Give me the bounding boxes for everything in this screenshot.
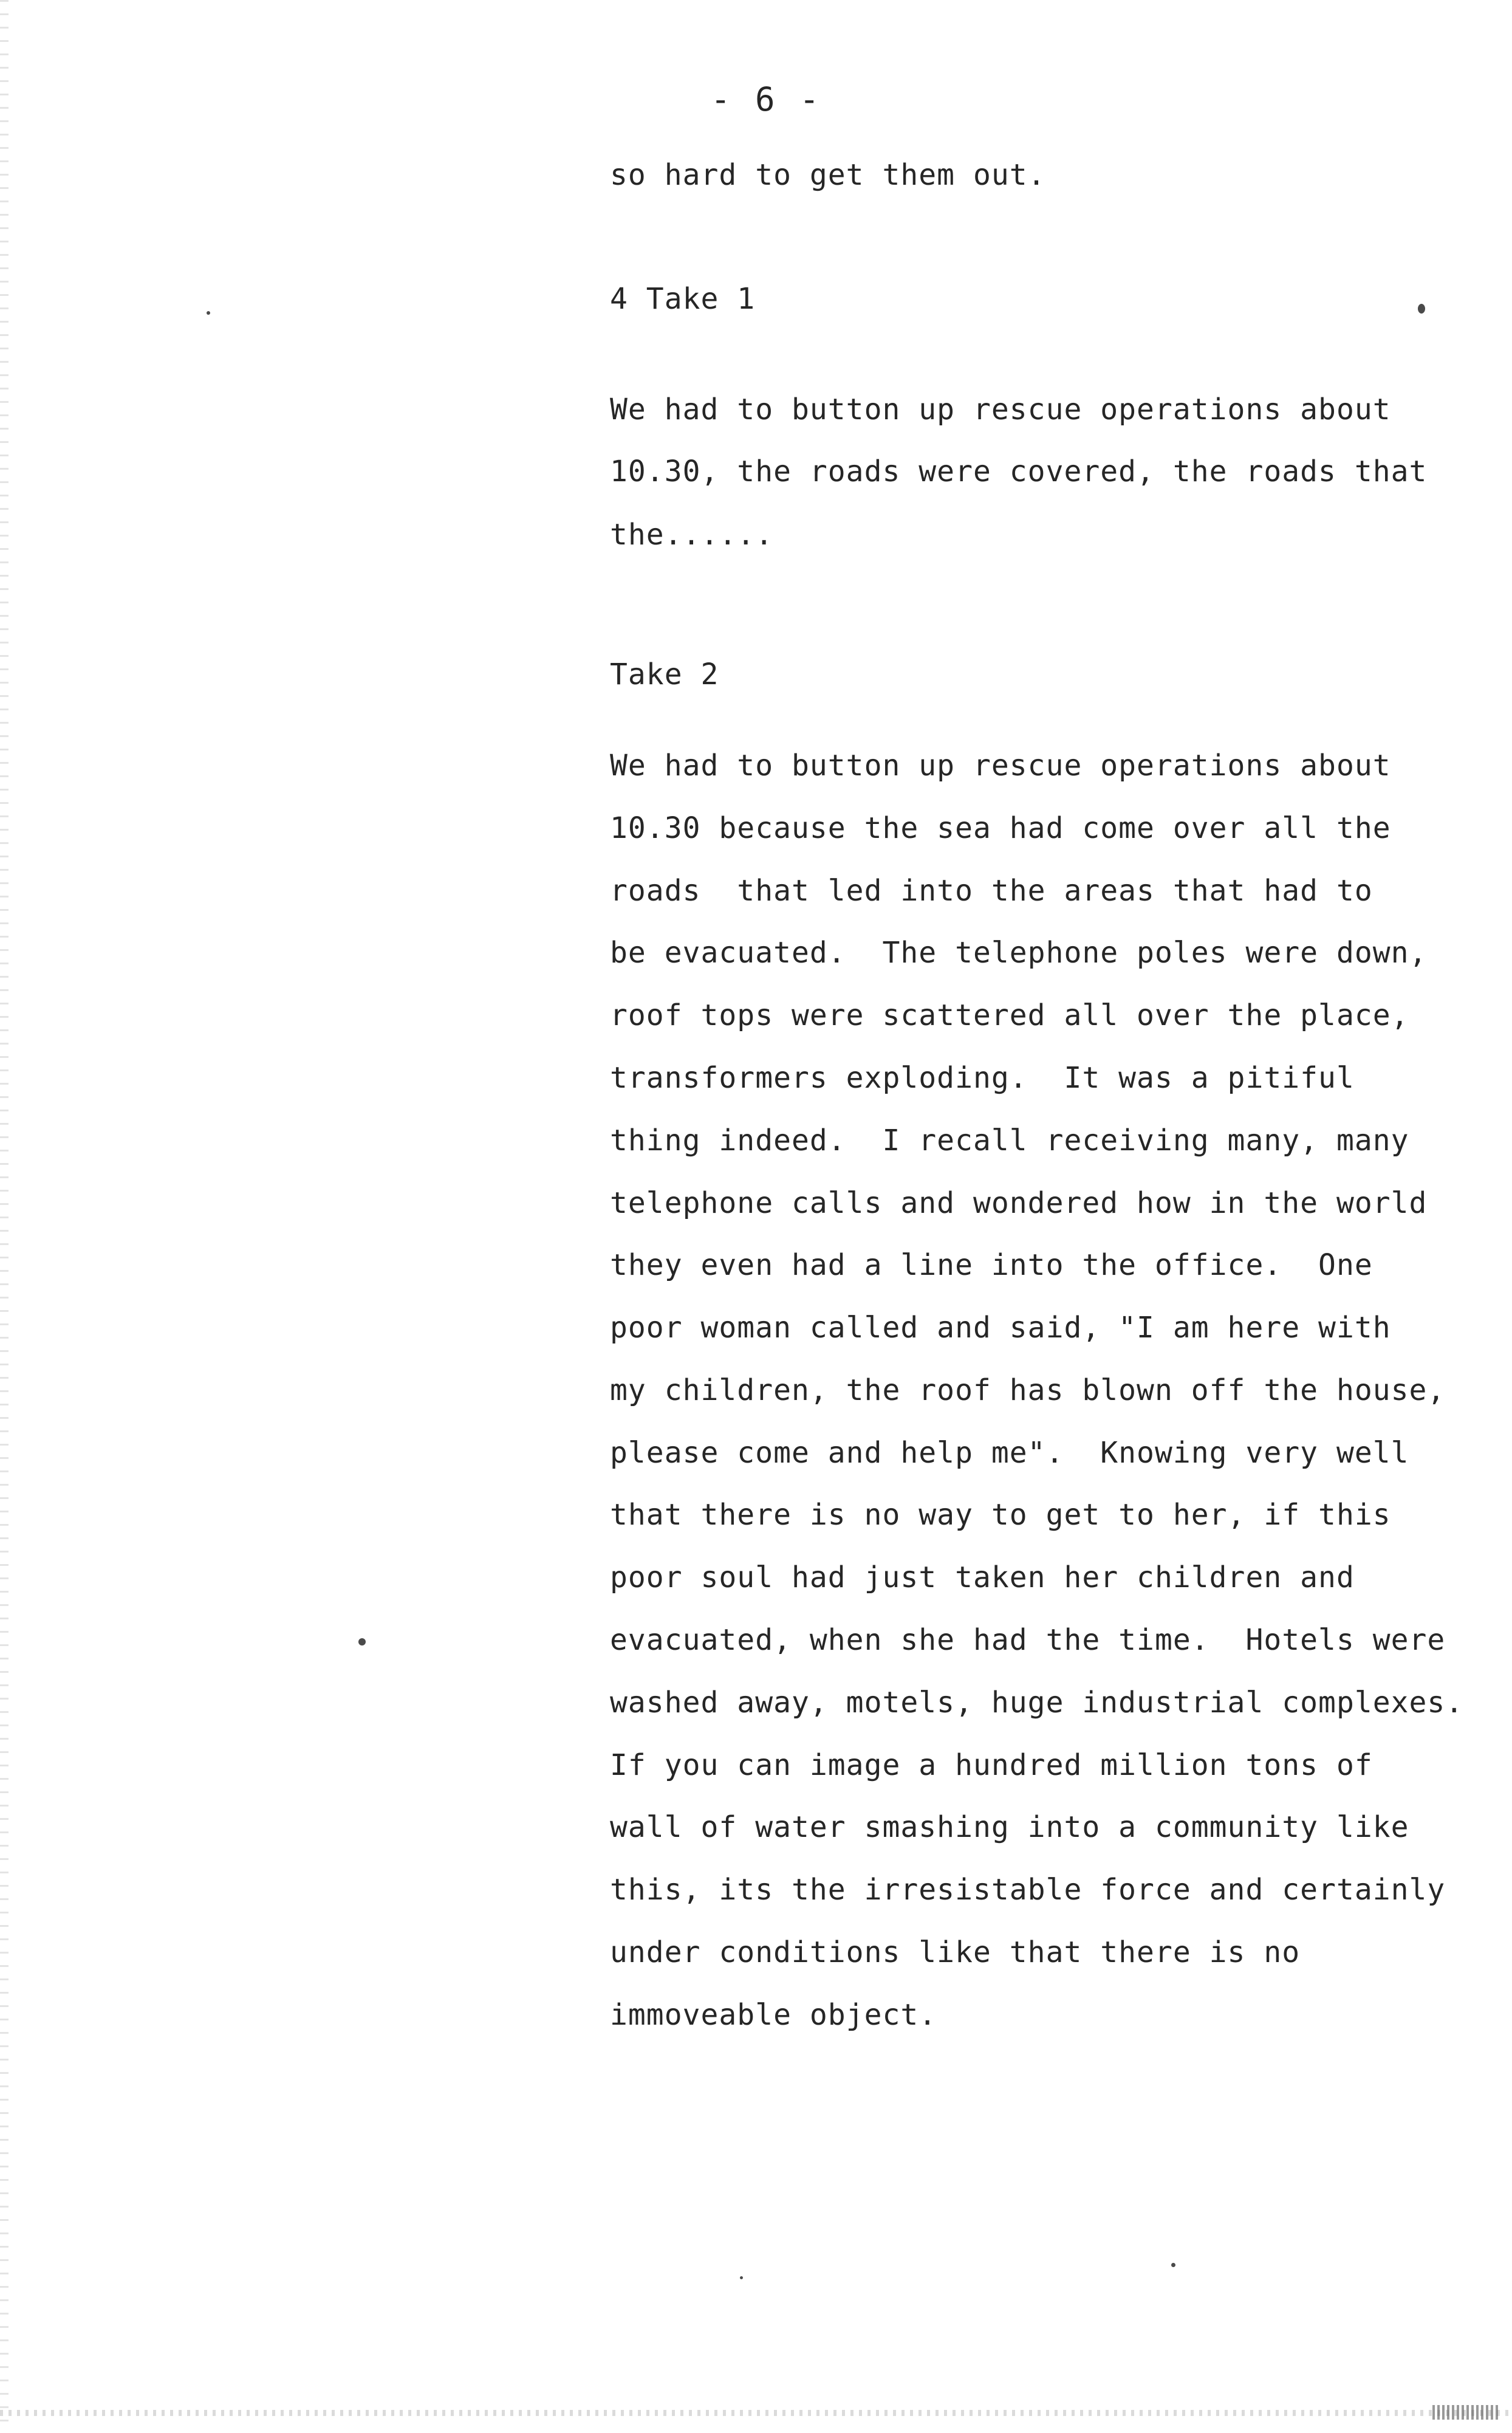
page-number: - 6 -	[711, 80, 822, 118]
scan-edge-bottom	[0, 2410, 1512, 2416]
scan-corner-mark	[1432, 2405, 1499, 2420]
ink-speck	[358, 1638, 366, 1645]
take2-line: 10.30 because the sea had come over all the	[610, 811, 1391, 845]
take2-line: my children, the roof has blown off the house,	[610, 1373, 1446, 1407]
take2-line: under conditions like that there is no	[610, 1935, 1301, 1969]
take2-line: telephone calls and wondered how in the world	[610, 1186, 1428, 1220]
take2-line: washed away, motels, huge industrial complexes.	[610, 1686, 1464, 1720]
ink-speck	[1171, 2263, 1175, 2267]
take2-line: immoveable object.	[610, 1998, 937, 2032]
scan-edge-left	[0, 0, 9, 2433]
take2-line: roads that led into the areas that had to	[610, 874, 1373, 908]
take2-line: evacuated, when she had the time. Hotels were	[610, 1623, 1446, 1657]
take1-line: We had to button up rescue operations about	[610, 393, 1391, 427]
ink-speck	[1418, 304, 1425, 314]
ink-speck	[740, 2276, 743, 2279]
take2-line: be evacuated. The telephone poles were down,	[610, 936, 1428, 970]
take1-line: 10.30, the roads were covered, the roads that	[610, 455, 1428, 489]
take2-line: roof tops were scattered all over the place,	[610, 998, 1409, 1032]
continued-line: so hard to get them out.	[610, 158, 1046, 192]
take2-line: If you can image a hundred million tons of	[610, 1748, 1373, 1782]
take2-line: We had to button up rescue operations about	[610, 749, 1391, 783]
take2-line: transformers exploding. It was a pitiful	[610, 1061, 1355, 1095]
take2-line: this, its the irresistable force and certainly	[610, 1873, 1446, 1907]
take2-line: that there is no way to get to her, if this	[610, 1498, 1391, 1532]
ink-speck	[207, 311, 210, 315]
take1-heading: 4 Take 1	[610, 282, 756, 316]
take2-line: poor woman called and said, "I am here with	[610, 1311, 1391, 1345]
take2-line: wall of water smashing into a community like	[610, 1810, 1409, 1844]
take2-line: please come and help me". Knowing very well	[610, 1436, 1409, 1470]
take2-line: they even had a line into the office. One	[610, 1248, 1373, 1282]
take2-line: poor soul had just taken her children and	[610, 1560, 1355, 1594]
take2-heading: Take 2	[610, 657, 719, 691]
take2-line: thing indeed. I recall receiving many, many	[610, 1124, 1409, 1158]
take1-line: the......	[610, 518, 774, 552]
